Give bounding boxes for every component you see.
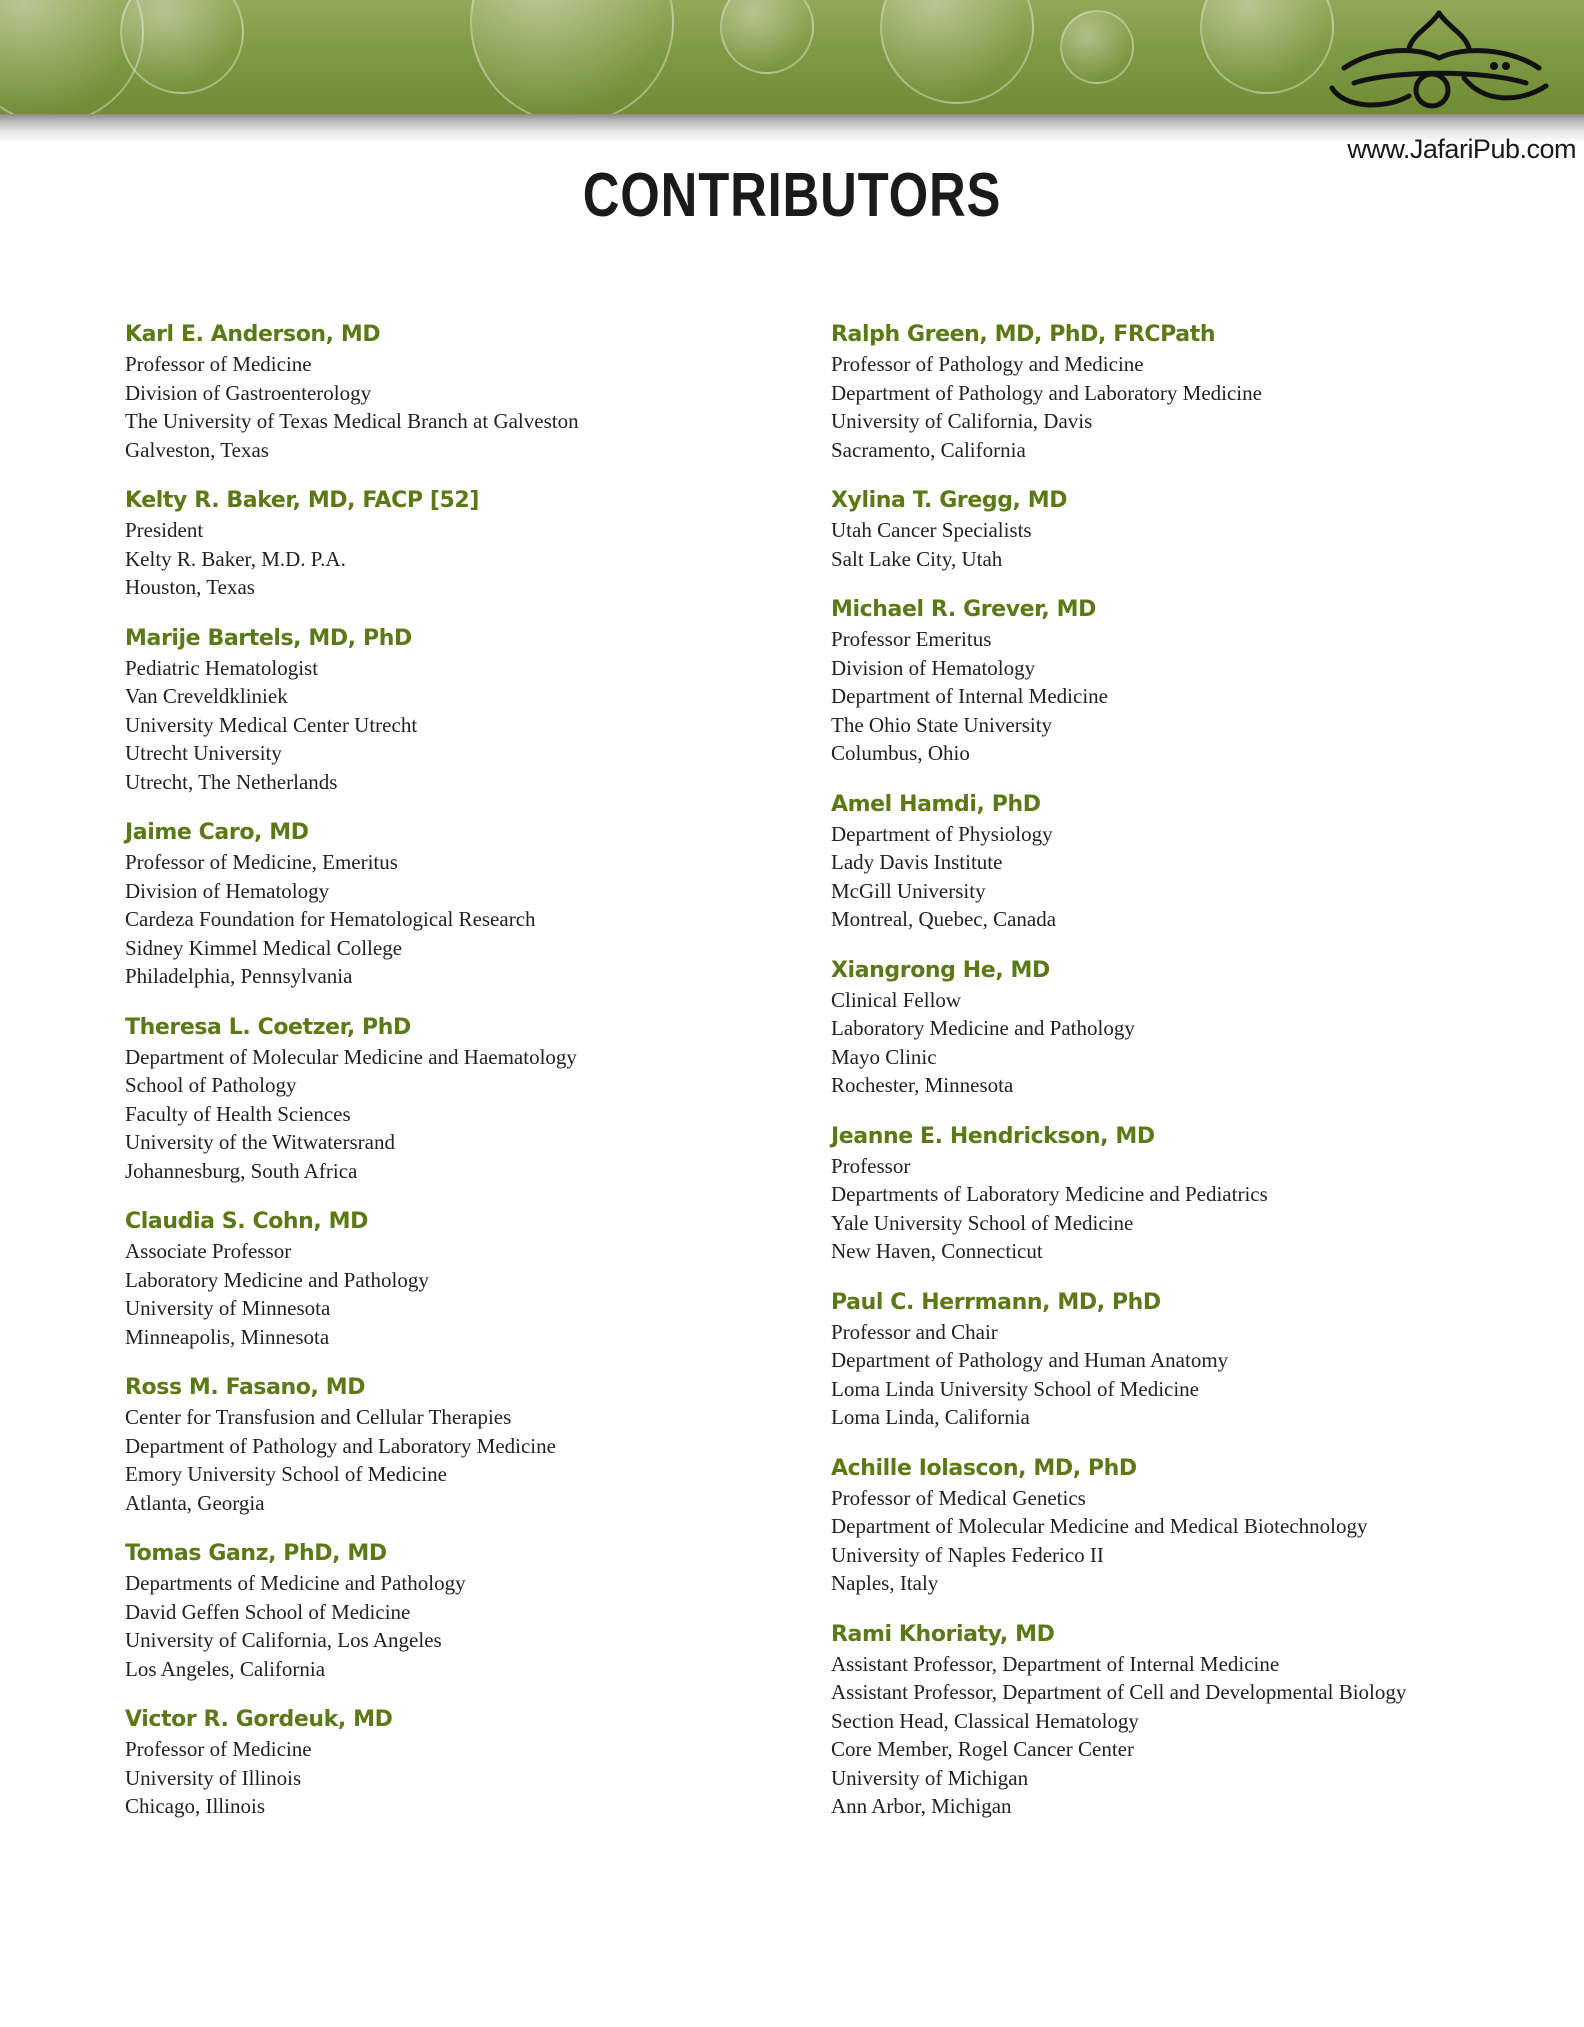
contributor-name: Ross M. Fasano, MD [125,1375,366,1400]
contributor-affiliation-line: Professor Emeritus [831,627,992,651]
contributor-affiliation-line: Laboratory Medicine and Pathology [125,1267,429,1292]
contributors-left-column [125,320,785,1843]
contributor-name: Michael R. Grever, MD [831,597,1096,622]
contributor-name: Jaime Caro, MD [125,820,309,845]
contributor-affiliation-line: Assistant Professor, Department of Cell and Developmental Biology [831,1680,1407,1704]
contributor-affiliation-line: Division of Gastroenterology [125,380,372,405]
contributor-name: Xylina T. Gregg, MD [831,488,1068,513]
contributor-affiliation-line: University of the Witwatersrand [125,1130,395,1154]
contributor-name: Achille Iolascon, MD, PhD [831,1455,1137,1481]
contributor-entry [125,624,785,797]
contributor-affiliation-line: Minneapolis, Minnesota [125,1324,330,1349]
contributor-affiliation-line: Galveston, Texas [125,437,269,462]
contributor-affiliation-line: Naples, Italy [831,1571,939,1595]
contributor-affiliation-line: Professor [831,1153,911,1178]
contributor-affiliation-line: University of Minnesota [125,1296,331,1320]
contributor-affiliation-line: The Ohio State University [831,712,1053,737]
contributor-affiliation-line: Houston, Texas [125,575,255,599]
contributor-affiliation-line: Department of Pathology and Laboratory Medicine [125,1433,556,1458]
contributor-affiliation-line: Professor of Medicine [125,352,312,376]
contributor-affiliation-line: Chicago, Illinois [125,1794,265,1818]
contributor-affiliation-line: Professor of Medical Genetics [831,1485,1086,1510]
contributors-right-column [831,320,1531,1843]
contributor-affiliation-line: Utrecht, The Netherlands [125,769,338,794]
contributor-entry [831,1620,1531,1821]
contributor-affiliation-line: Department of Molecular Medicine and Haematology [125,1044,577,1069]
contributor-affiliation-line: Departments of Laboratory Medicine and Pediatrics [831,1182,1268,1206]
contributor-affiliation-line: Columbus, Ohio [831,741,970,765]
contributor-affiliation-line: Department of Physiology [831,821,1053,846]
contributor-affiliation-line: University of Michigan [831,1765,1029,1790]
contributor-affiliation-line: Utrecht University [125,741,282,765]
contributor-affiliation-line: Sacramento, California [831,437,1026,462]
contributor-affiliation-line: Los Angeles, California [125,1656,326,1681]
contributor-name: Kelty R. Baker, MD, FACP [52] [125,488,479,513]
contributor-affiliation-line: Department of Pathology and Human Anatomy [831,1348,1229,1372]
contributor-affiliation-line: Section Head, Classical Hematology [831,1708,1139,1733]
contributor-name: Karl E. Anderson, MD [125,322,381,347]
contributor-affiliation-line: Kelty R. Baker, M.D. P.A. [125,546,346,571]
page-title: CONTRIBUTORS [582,161,1002,230]
contributor-affiliation-line: Montreal, Quebec, Canada [831,907,1057,931]
publisher-website[interactable]: www.JafariPub.com [1347,134,1576,164]
contributor-affiliation-line: New Haven, Connecticut [831,1239,1043,1263]
contributor-name: Claudia S. Cohn, MD [125,1209,369,1234]
contributor-affiliation-line: Division of Hematology [125,878,330,903]
contributor-entry [831,1122,1531,1266]
contributor-affiliation-line: Professor of Medicine, Emeritus [125,850,398,874]
contributor-affiliation-line: University of Naples Federico II [831,1542,1104,1567]
contributor-affiliation-line: University of California, Los Angeles [125,1628,442,1652]
contributor-affiliation-line: Utah Cancer Specialists [831,518,1032,542]
contributor-affiliation-line: Laboratory Medicine and Pathology [831,1016,1135,1040]
contributor-affiliation-line: University Medical Center Utrecht [125,712,418,737]
publisher-logo-icon [1314,8,1564,118]
contributor-entry [125,1013,785,1186]
contributor-affiliation-line: Associate Professor [125,1239,292,1263]
contributor-entry [125,818,785,991]
contributor-affiliation-line: Professor and Chair [831,1319,998,1344]
contributor-affiliation-line: Johannesburg, South Africa [125,1158,358,1183]
contributor-affiliation-line: Atlanta, Georgia [125,1490,265,1515]
contributor-name: Jeanne E. Hendrickson, MD [831,1123,1155,1149]
contributor-affiliation-line: Assistant Professor, Department of Internal Medicine [831,1651,1280,1676]
contributor-affiliation-line: Professor of Pathology and Medicine [831,352,1144,376]
contributor-affiliation-line: Division of Hematology [831,655,1036,680]
contributor-entry [125,320,785,464]
contributor-affiliation-line: Center for Transfusion and Cellular Therapies [125,1405,512,1429]
contributor-affiliation-line: Yale University School of Medicine [831,1210,1134,1235]
contributor-affiliation-line: Rochester, Minnesota [831,1073,1014,1097]
contributor-entry [125,1539,785,1683]
contributor-affiliation-line: Van Creveldkliniek [125,684,288,708]
contributor-name: Victor R. Gordeuk, MD [125,1707,393,1732]
contributor-affiliation-line: Department of Internal Medicine [831,684,1108,708]
contributor-affiliation-line: David Geffen School of Medicine [125,1599,411,1624]
contributor-name: Marije Bartels, MD, PhD [125,625,412,651]
contributor-entry [125,1207,785,1351]
contributor-affiliation-line: Loma Linda University School of Medicine [831,1376,1200,1401]
contributor-entry [831,1454,1531,1598]
contributor-affiliation-line: Sidney Kimmel Medical College [125,935,403,960]
contributor-affiliation-line: Core Member, Rogel Cancer Center [831,1737,1134,1761]
contributor-affiliation-line: Mayo Clinic [831,1044,937,1069]
contributor-name: Paul C. Herrmann, MD, PhD [831,1289,1161,1315]
contributor-affiliation-line: Cardeza Foundation for Hematological Research [125,907,536,931]
contributor-affiliation-line: Loma Linda, California [831,1405,1030,1429]
contributor-affiliation-line: Professor of Medicine [125,1737,312,1761]
contributor-affiliation-line: McGill University [831,878,986,903]
contributor-affiliation-line: Department of Molecular Medicine and Medical Biotechnology [831,1514,1368,1538]
contributor-affiliation-line: Departments of Medicine and Pathology [125,1571,466,1595]
contributor-name: Ralph Green, MD, PhD, FRCPath [831,322,1216,347]
contributor-affiliation-line: School of Pathology [125,1073,297,1097]
contributor-entry [125,486,785,602]
contributor-affiliation-line: Ann Arbor, Michigan [831,1794,1012,1818]
contributor-entry [831,595,1531,768]
contributor-affiliation-line: Salt Lake City, Utah [831,546,1003,571]
contributor-name: Theresa L. Coetzer, PhD [125,1014,411,1040]
contributor-affiliation-line: University of California, Davis [831,409,1093,433]
contributor-affiliation-line: President [125,518,204,542]
contributor-name: Rami Khoriaty, MD [831,1621,1055,1647]
contributor-name: Tomas Ganz, PhD, MD [125,1541,387,1566]
contributor-affiliation-line: Philadelphia, Pennsylvania [125,964,353,988]
contributor-entry [125,1705,785,1821]
contributor-entry [831,956,1531,1100]
contributor-affiliation-line: Lady Davis Institute [831,850,1003,874]
contributor-affiliation-line: Emory University School of Medicine [125,1462,447,1486]
contributor-affiliation-line: University of Illinois [125,1765,302,1790]
contributor-affiliation-line: The University of Texas Medical Branch at Galveston [125,409,579,433]
contributor-entry [831,790,1531,934]
contributor-entry [831,486,1531,573]
contributor-entry [125,1373,785,1517]
contributor-name: Amel Hamdi, PhD [831,791,1041,817]
contributor-entry [831,1288,1531,1432]
contributor-affiliation-line: Pediatric Hematologist [125,655,319,680]
contributor-affiliation-line: Faculty of Health Sciences [125,1101,351,1126]
contributor-name: Xiangrong He, MD [831,957,1050,983]
contributor-affiliation-line: Clinical Fellow [831,987,962,1012]
contributor-entry [831,320,1531,464]
contributor-affiliation-line: Department of Pathology and Laboratory Medicine [831,380,1262,405]
